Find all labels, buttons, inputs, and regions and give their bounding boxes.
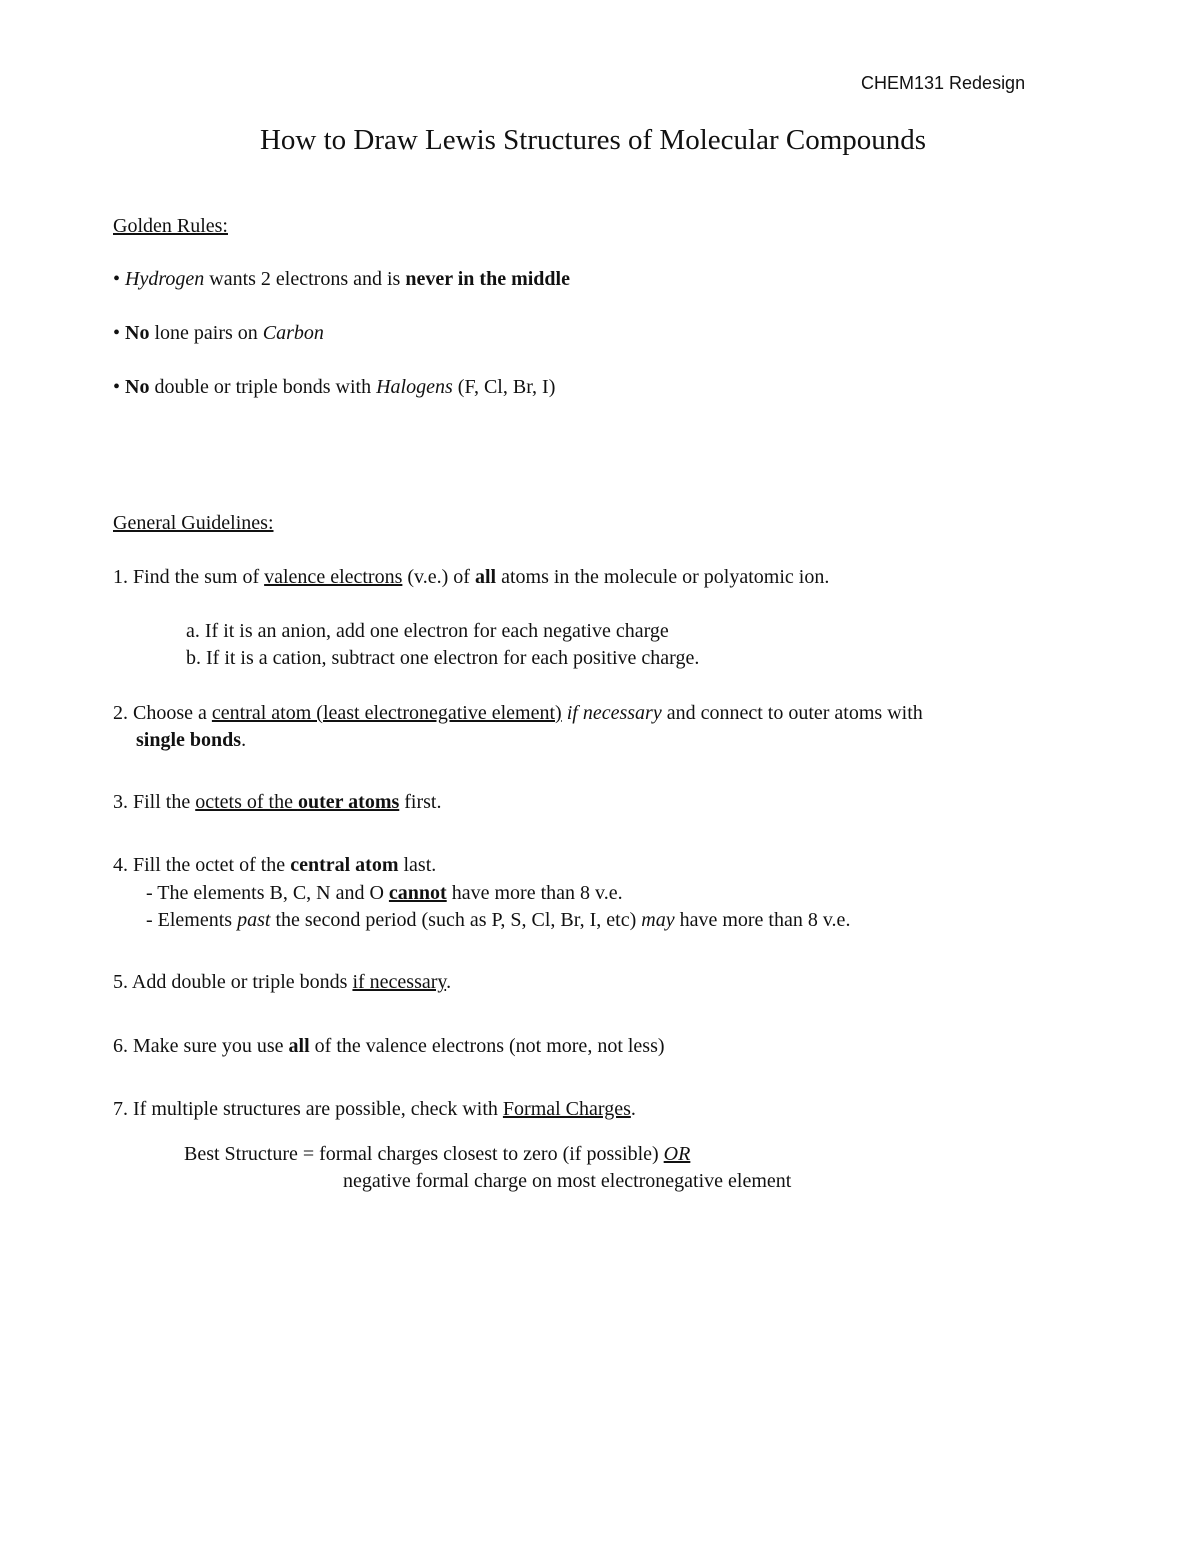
guideline-step-3	[113, 791, 441, 814]
single-bonds-text: single bonds	[136, 729, 242, 751]
bullet: •	[113, 322, 121, 344]
octets-text: octets of the	[195, 791, 298, 813]
or-text: OR	[663, 1143, 691, 1165]
golden-rules-heading: Golden Rules:	[113, 215, 228, 237]
bullet: •	[113, 268, 121, 290]
step-text: of the valence electrons (not more, not less)	[309, 1035, 665, 1057]
step-text: last.	[398, 854, 437, 876]
page-title: How to Draw Lewis Structures of Molecular Compounds	[259, 124, 927, 156]
guideline-step-4b	[146, 909, 850, 932]
step-text: - The elements B, C, N and O	[146, 882, 389, 904]
step-text: (v.e.) of	[402, 566, 475, 588]
golden-rule-halogens	[113, 376, 555, 399]
golden-rule-hydrogen	[113, 268, 570, 291]
guideline-step-1	[113, 566, 829, 589]
step-text: - Elements	[146, 909, 238, 931]
halogen-list: (F, Cl, Br, I)	[452, 376, 556, 398]
rule-text: wants 2 electrons and is	[204, 268, 406, 290]
never-in-middle-text: never in the middle	[405, 268, 570, 290]
all-text: all	[474, 566, 497, 588]
if-necessary-text: if necessary	[566, 702, 662, 724]
guideline-step-4	[113, 854, 436, 877]
all-text: all	[288, 1035, 310, 1057]
step-text: the second period (such as P, S, Cl, Br, I, etc)	[270, 909, 642, 931]
bullet: •	[113, 376, 121, 398]
octets-term	[195, 791, 399, 813]
central-atom-text: central atom	[290, 854, 399, 876]
golden-rule-carbon	[113, 322, 324, 345]
step-text: have more than 8 v.e.	[674, 909, 851, 931]
step-text: Find the sum of	[128, 566, 265, 588]
step-number: 5.	[113, 971, 128, 993]
step-number: 6.	[113, 1035, 128, 1057]
guideline-step-2	[113, 702, 923, 725]
no-text: No	[125, 322, 150, 344]
step-text: If multiple structures are possible, check with	[128, 1098, 503, 1120]
guideline-step-6	[113, 1035, 665, 1058]
step-number: 7.	[113, 1098, 128, 1120]
guideline-step-1b: b. If it is a cation, subtract one electron for each positive charge.	[186, 647, 700, 669]
step-number: 2.	[113, 702, 128, 724]
best-structure-line-1	[184, 1143, 690, 1166]
general-guidelines-heading: General Guidelines:	[113, 512, 274, 534]
guideline-step-2-cont	[136, 729, 246, 752]
step-number: 1.	[113, 566, 128, 588]
step-text: have more than 8 v.e.	[446, 882, 623, 904]
may-text: may	[641, 909, 675, 931]
step-text: Add double or triple bonds	[128, 971, 353, 993]
if-necessary-text: if necessary	[352, 971, 447, 993]
step-number: 3.	[113, 791, 128, 813]
valence-electrons-term: valence electrons	[264, 566, 403, 588]
guideline-step-7	[113, 1098, 636, 1121]
halogens-term: Halogens	[376, 376, 453, 398]
course-header: CHEM131 Redesign	[861, 73, 1026, 93]
step-text: first.	[399, 791, 442, 813]
step-text: Fill the	[128, 791, 196, 813]
outer-atoms-text: outer atoms	[297, 791, 400, 813]
step-text: Choose a	[128, 702, 212, 724]
step-text: and connect to outer atoms with	[661, 702, 923, 724]
past-text: past	[237, 909, 271, 931]
step-text: Make sure you use	[128, 1035, 289, 1057]
rule-text: double or triple bonds with	[149, 376, 377, 398]
cannot-text: cannot	[388, 882, 447, 904]
guideline-step-4a	[146, 882, 623, 905]
best-structure-text: Best Structure = formal charges closest to zero (if possible)	[184, 1143, 664, 1165]
step-text: atoms in the molecule or polyatomic ion.	[496, 566, 830, 588]
step-number: 4.	[113, 854, 128, 876]
best-structure-line-2: negative formal charge on most electronegative element	[343, 1170, 792, 1192]
guideline-step-5	[113, 971, 451, 994]
no-text: No	[125, 376, 150, 398]
hydrogen-term: Hydrogen	[125, 268, 205, 290]
step-text: Fill the octet of the	[128, 854, 291, 876]
rule-text: lone pairs on	[149, 322, 263, 344]
central-atom-term: central atom (least electronegative element)	[211, 702, 562, 724]
step-text: .	[241, 729, 247, 751]
step-text: .	[630, 1098, 636, 1120]
step-text: .	[446, 971, 452, 993]
formal-charges-term: Formal Charges	[502, 1098, 631, 1120]
guideline-step-1a: a. If it is an anion, add one electron for each negative charge	[186, 620, 669, 642]
carbon-term: Carbon	[262, 322, 324, 344]
